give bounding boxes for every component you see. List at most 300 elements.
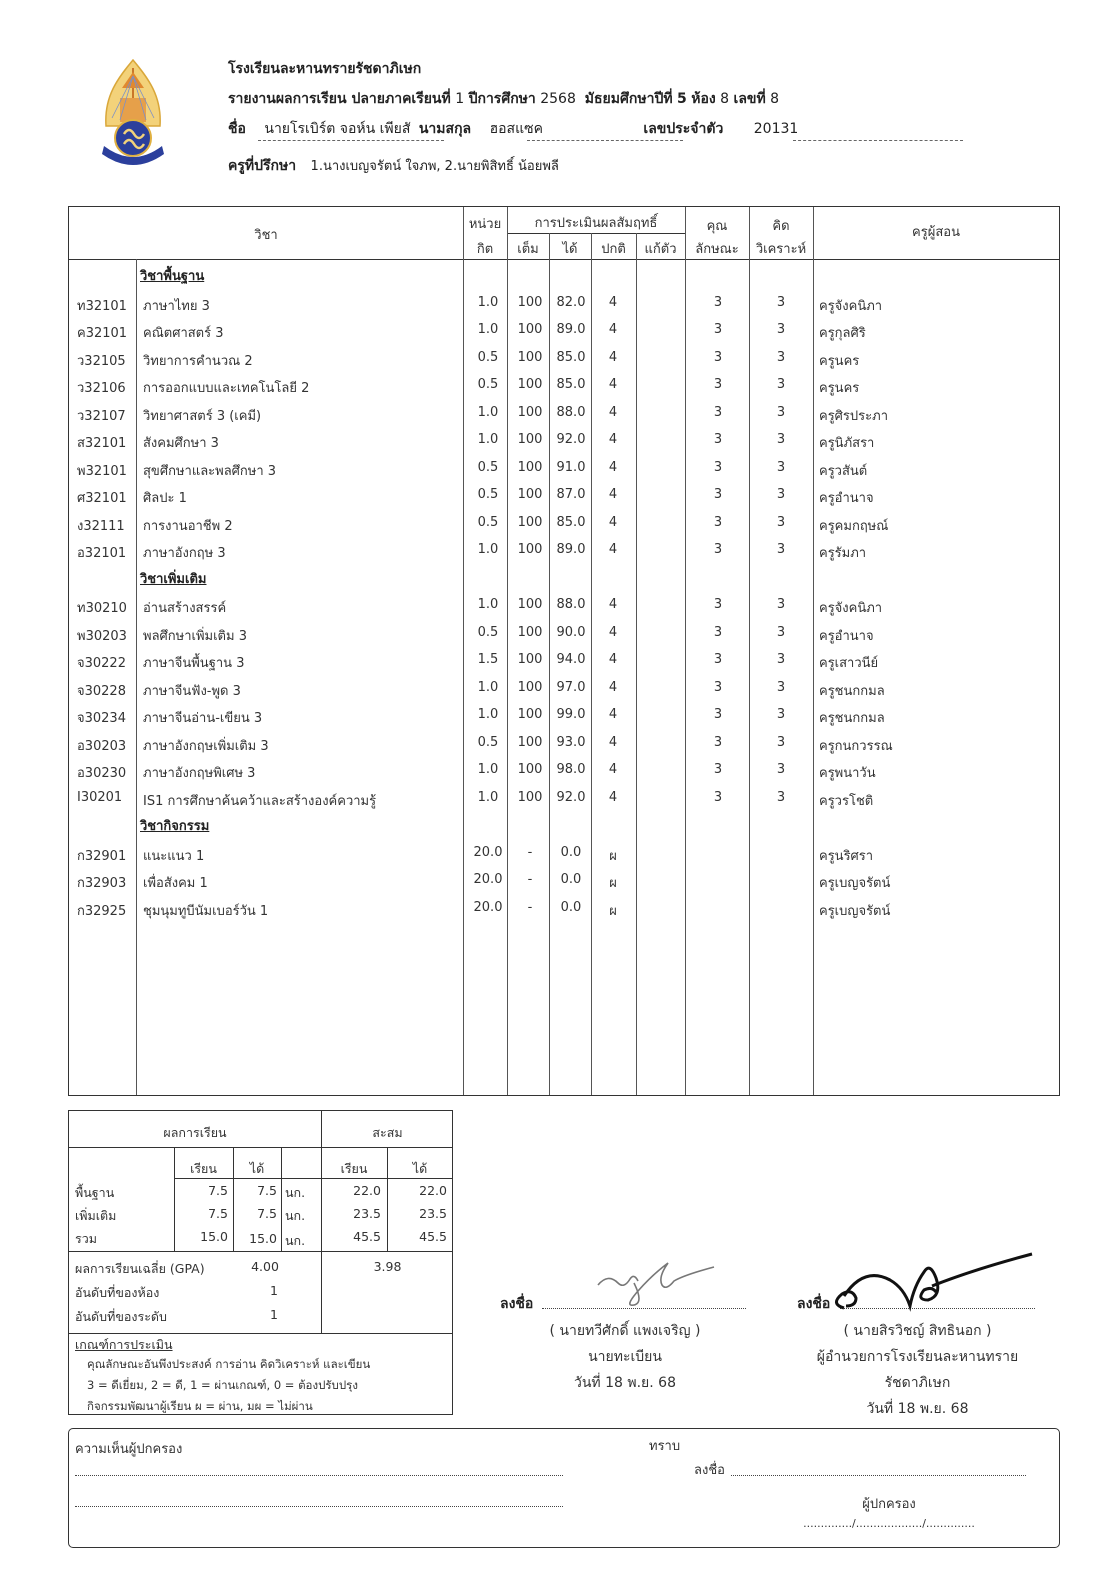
table-row xyxy=(69,730,1059,757)
credit: 0.5 xyxy=(477,459,499,475)
teacher-name: ครูอำนาจ xyxy=(819,491,874,506)
thinking-score: 3 xyxy=(776,734,786,750)
full-score: 100 xyxy=(517,679,543,695)
thinking-score: 3 xyxy=(776,652,786,667)
grade-normal: 4 xyxy=(608,377,618,392)
character-score: 3 xyxy=(713,459,723,475)
thinking-score: 3 xyxy=(776,707,786,722)
table-row xyxy=(69,427,1059,454)
credit: 1.0 xyxy=(477,762,499,777)
results-header: ผลการเรียน xyxy=(163,1125,227,1140)
grade-normal: 4 xyxy=(608,459,618,475)
class-rank-label: อันดับที่ของห้อง xyxy=(75,1285,160,1300)
registrar-position: นายทะเบียน xyxy=(588,1349,662,1365)
director-position-2: รัชดาภิเษก xyxy=(884,1375,951,1391)
name-underline xyxy=(258,140,444,141)
subject-name: การออกแบบและเทคโนโลยี 2 xyxy=(143,381,310,396)
table-row xyxy=(69,317,1059,344)
full-score: - xyxy=(527,872,533,887)
opinion-line[interactable] xyxy=(75,1475,563,1476)
full-score: 100 xyxy=(517,734,543,750)
divider xyxy=(69,1147,452,1148)
character-score: 3 xyxy=(713,679,723,695)
subject-code: ก32925 xyxy=(77,903,127,919)
subject-name: ภาษาจีนอ่าน-เขียน 3 xyxy=(143,711,263,726)
credit: 0.5 xyxy=(477,624,499,640)
parent-opinion-label: ความเห็นผู้ปกครอง xyxy=(75,1442,183,1457)
registrar-name: ( นายทวีศักดิ์ แพงเจริญ ) xyxy=(549,1323,701,1339)
teacher-name: ครูจังคนิภา xyxy=(819,601,883,616)
school-name: โรงเรียนละหานทรายรัชดาภิเษก xyxy=(228,61,422,77)
score: 88.0 xyxy=(556,597,586,612)
table-row xyxy=(69,895,1059,922)
table-row xyxy=(69,510,1059,537)
credit: 0.5 xyxy=(477,514,499,530)
earned-credits: 15.0 xyxy=(249,1231,277,1246)
thinking-score: 3 xyxy=(776,624,786,640)
subject-code: ท32101 xyxy=(77,298,127,314)
score: 93.0 xyxy=(556,734,586,750)
thinking-score: 3 xyxy=(776,404,786,420)
full-score: 100 xyxy=(517,542,543,557)
subject-code: I30201 xyxy=(77,789,123,805)
subject-name: สังคมศึกษา 3 xyxy=(143,436,219,451)
teacher-name: ครูรัมภา xyxy=(819,546,867,561)
character-score: 3 xyxy=(713,597,723,612)
student-name: นายโรเบิร์ต จอห์น เพียสั xyxy=(264,121,411,137)
credit: 1.0 xyxy=(477,432,499,447)
character-score: 3 xyxy=(713,762,723,777)
thinking-score: 3 xyxy=(776,322,786,337)
subject-name: ภาษาไทย 3 xyxy=(143,298,210,314)
credit: 1.0 xyxy=(477,679,499,695)
section-title: วิชาเพิ่มเติม xyxy=(140,571,207,587)
subject-code: อ32101 xyxy=(77,546,127,561)
summary-box xyxy=(68,1110,453,1415)
credit: 1.0 xyxy=(477,322,499,337)
col-enrolled: เรียน xyxy=(190,1161,217,1176)
credit: 0.5 xyxy=(477,487,499,502)
parent-date-field[interactable]: ............../.................../.............. xyxy=(803,1517,975,1530)
advisor-info xyxy=(228,155,559,177)
character-score: 3 xyxy=(713,789,723,805)
unit-label: นก. xyxy=(285,1185,306,1200)
character-score: 3 xyxy=(713,349,723,365)
table-row xyxy=(69,647,1059,674)
thinking-score: 3 xyxy=(776,349,786,365)
level-rank-label: อันดับที่ของระดับ xyxy=(75,1309,167,1324)
subject-code: พ30203 xyxy=(77,628,127,644)
header-character-bottom: ลักษณะ xyxy=(695,242,739,257)
cum-enrolled-credits: 23.5 xyxy=(353,1206,381,1221)
full-score: 100 xyxy=(517,404,543,420)
score: 99.0 xyxy=(556,707,586,722)
score: 0.0 xyxy=(560,844,582,860)
student-id-label: เลขประจำตัว xyxy=(643,121,724,137)
table-row xyxy=(69,290,1059,317)
subject-name: ศิลปะ 1 xyxy=(143,491,187,506)
subject-code: ว32106 xyxy=(77,381,126,396)
grade-normal: ผ xyxy=(609,848,617,864)
full-score: 100 xyxy=(517,432,543,447)
teacher-name: ครูชนกกมล xyxy=(819,683,885,699)
enrolled-credits: 7.5 xyxy=(208,1206,228,1221)
assessment-divider xyxy=(507,233,685,234)
score: 97.0 xyxy=(556,679,586,695)
table-row xyxy=(69,455,1059,482)
table-row xyxy=(69,482,1059,509)
grade-normal: 4 xyxy=(608,624,618,640)
subject-name: การงานอาชีพ 2 xyxy=(143,518,233,534)
surname-label: นามสกุล xyxy=(418,121,472,137)
student-id: 20131 xyxy=(753,121,799,137)
grade-normal: 4 xyxy=(608,597,618,612)
table-row xyxy=(69,840,1059,867)
parent-sign-line[interactable] xyxy=(731,1475,1026,1476)
credit: 20.0 xyxy=(473,899,503,915)
credit: 1.5 xyxy=(477,652,499,667)
parent-acknowledgement-box xyxy=(68,1428,1060,1548)
semester: 1 xyxy=(455,91,465,107)
gpa-value: 4.00 xyxy=(251,1259,279,1274)
subject-name: อ่านสร้างสรรค์ xyxy=(143,601,227,616)
thinking-score: 3 xyxy=(776,597,786,612)
subject-code: ค32101 xyxy=(77,326,128,341)
subject-name: เพื่อสังคม 1 xyxy=(143,876,208,891)
header-credit-bottom: กิต xyxy=(476,242,494,257)
credit: 1.0 xyxy=(477,294,499,310)
subject-name: ภาษาอังกฤษ 3 xyxy=(143,546,226,561)
class-rank-value: 1 xyxy=(270,1283,278,1298)
thinking-score: 3 xyxy=(776,679,786,695)
teacher-name: ครูชนกกมล xyxy=(819,711,885,726)
score: 90.0 xyxy=(556,624,586,640)
grade-normal: 4 xyxy=(608,294,618,310)
col-earned: ได้ xyxy=(249,1161,265,1176)
advisor-names: 1.นางเบญจรัตน์ ใจภพ, 2.นายพิสิทธิ์ น้อยพลี xyxy=(310,159,559,174)
section-title: วิชาพื้นฐาน xyxy=(140,269,205,284)
room-label: ห้อง xyxy=(691,91,716,107)
score: 85.0 xyxy=(556,349,586,365)
opinion-line[interactable] xyxy=(75,1506,563,1507)
header-credit-top: หน่วย xyxy=(468,217,502,232)
section-header xyxy=(69,810,1059,837)
report-title xyxy=(228,88,779,110)
teacher-name: ครูพนาวัน xyxy=(819,766,876,781)
subject-name: วิทยาการคำนวณ 2 xyxy=(143,353,253,369)
header-subject: วิชา xyxy=(254,228,278,243)
teacher-name: ครูวรโชติ xyxy=(819,793,874,809)
id-underline xyxy=(793,140,963,141)
acknowledge-label: ทราบ xyxy=(649,1439,681,1454)
character-score: 3 xyxy=(713,624,723,640)
grade-normal: 4 xyxy=(608,652,618,667)
score: 89.0 xyxy=(556,542,586,557)
divider xyxy=(69,1333,452,1334)
teacher-name: ครูกุลศิริ xyxy=(819,326,866,341)
grade-normal: 4 xyxy=(608,789,618,805)
credit: 20.0 xyxy=(473,872,503,887)
thinking-score: 3 xyxy=(776,459,786,475)
table-row xyxy=(69,372,1059,399)
teacher-name: ครูนิภัสรา xyxy=(819,436,875,451)
character-score: 3 xyxy=(713,404,723,420)
criteria-line: กิจกรรมพัฒนาผู้เรียน ผ = ผ่าน, มผ = ไม่ผ่าน xyxy=(87,1399,313,1413)
registrar-sign-label: ลงชื่อ xyxy=(500,1296,534,1312)
character-score: 3 xyxy=(713,707,723,722)
teacher-name: ครูกนกวรรณ xyxy=(819,738,893,754)
cum-enrolled-credits: 45.5 xyxy=(353,1229,381,1244)
parent-role-label: ผู้ปกครอง xyxy=(862,1497,916,1512)
unit-label: นก. xyxy=(285,1208,306,1223)
credit: 1.0 xyxy=(477,707,499,722)
grade-normal: ผ xyxy=(609,903,617,919)
academic-year: 2568 xyxy=(540,91,576,107)
full-score: 100 xyxy=(517,762,543,777)
student-number: 8 xyxy=(770,91,780,107)
header-assessment: การประเมินผลสัมฤทธิ์ xyxy=(534,216,658,231)
table-row xyxy=(69,702,1059,729)
teacher-name: ครูจังคนิภา xyxy=(819,298,883,314)
full-score: 100 xyxy=(517,624,543,640)
teacher-name: ครูนริศรา xyxy=(819,848,874,864)
gpa-label: ผลการเรียนเฉลี่ย (GPA) xyxy=(75,1261,205,1276)
score: 92.0 xyxy=(556,432,586,447)
subject-code: จ30228 xyxy=(77,683,126,699)
full-score: 100 xyxy=(517,514,543,530)
full-score: 100 xyxy=(517,459,543,475)
table-row xyxy=(69,400,1059,427)
score: 0.0 xyxy=(560,872,582,887)
character-score: 3 xyxy=(713,734,723,750)
score: 0.0 xyxy=(560,899,582,915)
subject-code: ศ32101 xyxy=(77,491,127,506)
teacher-name: ครูเบญจรัตน์ xyxy=(819,903,891,919)
score: 85.0 xyxy=(556,514,586,530)
subject-name: ภาษาอังกฤษเพิ่มเติม 3 xyxy=(143,738,269,754)
subject-code: ส32101 xyxy=(77,436,127,451)
subject-code: ว32105 xyxy=(77,353,126,369)
grade-level: 5 xyxy=(677,91,687,107)
header-think-top: คิด xyxy=(772,219,790,234)
score: 85.0 xyxy=(556,377,586,392)
cum-earned-credits: 22.0 xyxy=(419,1183,447,1198)
director-date: วันที่ 18 พ.ย. 68 xyxy=(866,1401,969,1417)
grade-normal: 4 xyxy=(608,679,618,695)
summary-row-label: พื้นฐาน xyxy=(75,1185,115,1200)
room: 8 xyxy=(720,91,730,107)
header-teacher: ครูผู้สอน xyxy=(912,225,960,240)
name-label: ชื่อ xyxy=(228,121,246,137)
grade-normal: 4 xyxy=(608,514,618,530)
character-score: 3 xyxy=(713,487,723,502)
full-score: - xyxy=(527,899,533,915)
teacher-name: ครูอำนาจ xyxy=(819,628,874,644)
earned-credits: 7.5 xyxy=(257,1206,277,1221)
table-row xyxy=(69,757,1059,784)
divider xyxy=(281,1147,282,1251)
grade-normal: 4 xyxy=(608,487,618,502)
score: 88.0 xyxy=(556,404,586,420)
table-row xyxy=(69,675,1059,702)
subject-code: ท30210 xyxy=(77,601,127,616)
full-score: - xyxy=(527,844,533,860)
director-signature-icon xyxy=(828,1238,1038,1317)
cum-earned-credits: 45.5 xyxy=(419,1229,447,1244)
subject-code: จ30234 xyxy=(77,711,126,726)
grade-normal: 4 xyxy=(608,432,618,447)
thinking-score: 3 xyxy=(776,762,786,777)
full-score: 100 xyxy=(517,597,543,612)
subject-code: อ30230 xyxy=(77,766,127,781)
header-fix: แก้ตัว xyxy=(644,242,677,257)
col-cum-enrolled: เรียน xyxy=(340,1161,368,1176)
director-name: ( นายสิรวิชญ์ สิทธินอก ) xyxy=(843,1323,992,1339)
credit: 0.5 xyxy=(477,734,499,750)
grade-normal: 4 xyxy=(608,349,618,365)
score: 94.0 xyxy=(556,652,586,667)
score: 98.0 xyxy=(556,762,586,777)
credit: 0.5 xyxy=(477,377,499,392)
earned-credits: 7.5 xyxy=(257,1183,277,1198)
summary-row-label: รวม xyxy=(75,1231,97,1246)
character-score: 3 xyxy=(713,294,723,310)
grade-normal: 4 xyxy=(608,707,618,722)
subject-code: อ30203 xyxy=(77,738,127,754)
section-header xyxy=(69,563,1059,590)
character-score: 3 xyxy=(713,377,723,392)
registrar-date: วันที่ 18 พ.ย. 68 xyxy=(574,1375,676,1391)
thinking-score: 3 xyxy=(776,432,786,447)
subject-name: ชุมนุมทูบีนัมเบอร์วัน 1 xyxy=(143,903,269,919)
subject-name: ภาษาอังกฤษพิเศษ 3 xyxy=(143,766,256,781)
subject-code: ง32111 xyxy=(77,518,125,534)
table-row xyxy=(69,592,1059,619)
character-score: 3 xyxy=(713,542,723,557)
subject-name: ภาษาจีนฟัง-พูด 3 xyxy=(143,683,241,699)
parent-sign-label: ลงชื่อ xyxy=(694,1463,725,1478)
credit: 1.0 xyxy=(477,597,499,612)
student-info xyxy=(228,118,798,140)
credit: 1.0 xyxy=(477,404,499,420)
header-character-top: คุณ xyxy=(706,219,728,234)
report-label: รายงานผลการเรียน ปลายภาคเรียนที่ xyxy=(228,91,451,107)
section-title: วิชากิจกรรม xyxy=(140,819,210,834)
section-header xyxy=(69,260,1059,287)
unit-label: นก. xyxy=(285,1233,306,1248)
score: 87.0 xyxy=(556,487,586,502)
level-rank-value: 1 xyxy=(270,1307,278,1322)
header-normal: ปกติ xyxy=(601,242,626,257)
full-score: 100 xyxy=(517,294,543,310)
grade-normal: 4 xyxy=(608,404,618,420)
full-score: 100 xyxy=(517,322,543,337)
divider xyxy=(69,1251,452,1252)
credit: 1.0 xyxy=(477,542,499,557)
thinking-score: 3 xyxy=(776,542,786,557)
table-row xyxy=(69,785,1059,812)
character-score: 3 xyxy=(713,514,723,530)
full-score: 100 xyxy=(517,789,543,805)
enrolled-credits: 15.0 xyxy=(200,1229,228,1244)
teacher-name: ครูนคร xyxy=(819,353,860,369)
surname-underline xyxy=(527,140,683,141)
full-score: 100 xyxy=(517,652,543,667)
full-score: 100 xyxy=(517,349,543,365)
credit: 20.0 xyxy=(473,844,503,860)
subject-name: วิทยาศาสตร์ 3 (เคมี) xyxy=(143,408,262,424)
year-label: ปีการศึกษา xyxy=(468,91,536,107)
subject-code: ก32903 xyxy=(77,876,127,891)
score: 89.0 xyxy=(556,322,586,337)
full-score: 100 xyxy=(517,487,543,502)
registrar-signature-icon xyxy=(590,1255,720,1314)
cum-earned-credits: 23.5 xyxy=(419,1206,447,1221)
subject-code: ว32107 xyxy=(77,408,126,424)
director-position: ผู้อำนวยการโรงเรียนละหานทราย xyxy=(816,1349,1019,1365)
col-cum-earned: ได้ xyxy=(412,1161,428,1176)
number-label: เลขที่ xyxy=(733,91,766,107)
subject-name: แนะแนว 1 xyxy=(143,848,205,864)
subject-code: พ32101 xyxy=(77,463,127,479)
teacher-name: ครูคมกฤษณ์ xyxy=(819,518,889,534)
character-score: 3 xyxy=(713,652,723,667)
subject-name: IS1 การศึกษาค้นคว้าและสร้างองค์ความรู้ xyxy=(143,793,377,809)
grades-table xyxy=(68,206,1060,1096)
grade-normal: 4 xyxy=(608,322,618,337)
grade-normal: ผ xyxy=(609,876,617,891)
full-score: 100 xyxy=(517,707,543,722)
teacher-name: ครูเบญจรัตน์ xyxy=(819,876,891,891)
thinking-score: 3 xyxy=(776,294,786,310)
criteria-line: คุณลักษณะอันพึงประสงค์ การอ่าน คิดวิเคราะห์ และเขียน xyxy=(87,1357,371,1371)
advisor-label: ครูที่ปรึกษา xyxy=(228,158,297,174)
header-got: ได้ xyxy=(562,242,578,257)
subject-code: ก32901 xyxy=(77,848,127,864)
credit: 1.0 xyxy=(477,789,499,805)
thinking-score: 3 xyxy=(776,487,786,502)
teacher-name: ครูเสาวนีย์ xyxy=(819,656,879,671)
thinking-score: 3 xyxy=(776,514,786,530)
table-row xyxy=(69,537,1059,564)
score: 91.0 xyxy=(556,459,586,475)
thinking-score: 3 xyxy=(776,377,786,392)
grade-normal: 4 xyxy=(608,762,618,777)
thinking-score: 3 xyxy=(776,789,786,805)
grade-normal: 4 xyxy=(608,734,618,750)
grade-label: มัธยมศึกษาปีที่ xyxy=(584,91,673,107)
director-sign-label: ลงชื่อ xyxy=(797,1296,831,1312)
enrolled-credits: 7.5 xyxy=(208,1183,228,1198)
teacher-name: ครูวสันต์ xyxy=(819,463,868,479)
score: 92.0 xyxy=(556,789,586,805)
summary-row-label: เพิ่มเติม xyxy=(75,1208,117,1223)
subject-name: คณิตศาสตร์ 3 xyxy=(143,326,224,341)
student-surname: ฮอสแซค xyxy=(489,121,543,137)
criteria-line: 3 = ดีเยี่ยม, 2 = ดี, 1 = ผ่านเกณฑ์, 0 = ต้องปรับปรุง xyxy=(87,1378,358,1392)
grade-normal: 4 xyxy=(608,542,618,557)
cum-enrolled-credits: 22.0 xyxy=(353,1183,381,1198)
teacher-name: ครูศิรประภา xyxy=(819,408,888,424)
school-emblem-icon xyxy=(100,58,166,170)
header-full: เต็ม xyxy=(517,242,539,257)
teacher-name: ครูนคร xyxy=(819,381,860,396)
table-row xyxy=(69,345,1059,372)
cum-gpa-value: 3.98 xyxy=(373,1259,402,1274)
cumulative-header: สะสม xyxy=(372,1125,403,1140)
subject-name: พลศึกษาเพิ่มเติม 3 xyxy=(143,628,247,644)
credit: 0.5 xyxy=(477,349,499,365)
